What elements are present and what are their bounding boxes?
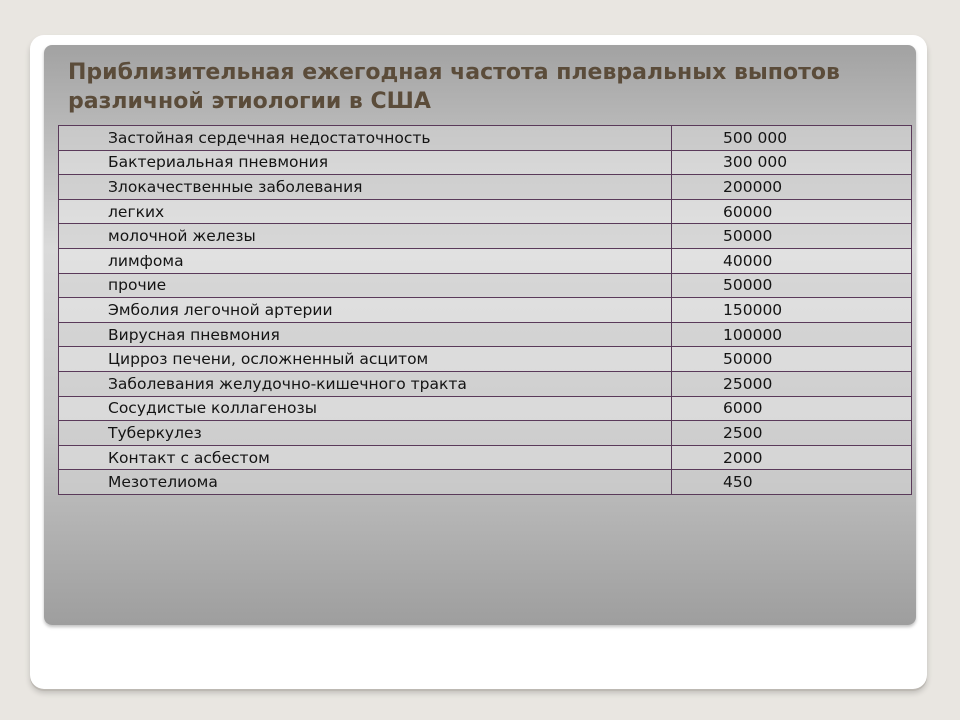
table-row <box>59 273 912 298</box>
row-label: Туберкулез <box>59 421 672 446</box>
table-row <box>59 199 912 224</box>
row-label: прочие <box>59 273 672 298</box>
table-row <box>59 421 912 446</box>
row-label: Заболевания желудочно-кишечного тракта <box>59 371 672 396</box>
row-value: 50000 <box>672 273 912 298</box>
row-value: 2500 <box>672 421 912 446</box>
row-value: 25000 <box>672 371 912 396</box>
row-label: Злокачественные заболевания <box>59 175 672 200</box>
row-value: 40000 <box>672 248 912 273</box>
row-value: 150000 <box>672 298 912 323</box>
row-label: лимфома <box>59 248 672 273</box>
table-row <box>59 248 912 273</box>
row-label: Эмболия легочной артерии <box>59 298 672 323</box>
row-value: 60000 <box>672 199 912 224</box>
table-row <box>59 150 912 175</box>
table-row <box>59 224 912 249</box>
row-label: Вирусная пневмония <box>59 322 672 347</box>
row-value: 6000 <box>672 396 912 421</box>
slide-title: Приблизительная ежегодная частота плевральных выпотов различной этиологии в США <box>68 60 840 114</box>
row-label: Застойная сердечная недостаточность <box>59 126 672 151</box>
row-label: Мезотелиома <box>59 470 672 495</box>
row-value: 100000 <box>672 322 912 347</box>
table-row <box>59 298 912 323</box>
row-value: 200000 <box>672 175 912 200</box>
row-value: 50000 <box>672 347 912 372</box>
row-label: Бактериальная пневмония <box>59 150 672 175</box>
table-row <box>59 396 912 421</box>
row-label: Цирроз печени, осложненный асцитом <box>59 347 672 372</box>
table-row <box>59 126 912 151</box>
table-row <box>59 175 912 200</box>
table-row <box>59 445 912 470</box>
table-row <box>59 322 912 347</box>
row-label: Контакт с асбестом <box>59 445 672 470</box>
table-row <box>59 371 912 396</box>
row-value: 450 <box>672 470 912 495</box>
row-label: Сосудистые коллагенозы <box>59 396 672 421</box>
table-row <box>59 470 912 495</box>
row-value: 500 000 <box>672 126 912 151</box>
table-row <box>59 347 912 372</box>
incidence-table <box>58 125 912 495</box>
row-value: 300 000 <box>672 150 912 175</box>
row-label: молочной железы <box>59 224 672 249</box>
row-label: легких <box>59 199 672 224</box>
row-value: 2000 <box>672 445 912 470</box>
row-value: 50000 <box>672 224 912 249</box>
